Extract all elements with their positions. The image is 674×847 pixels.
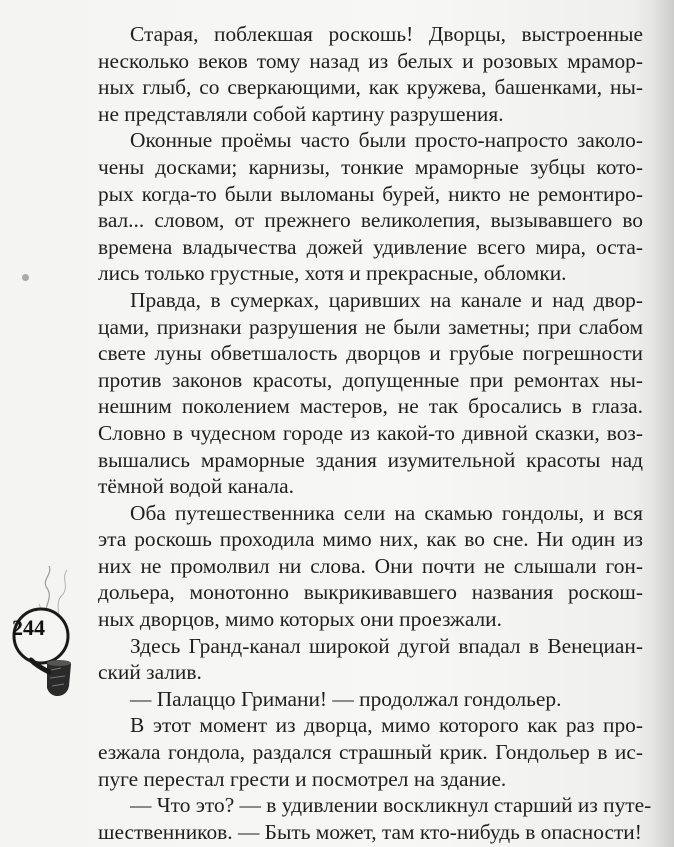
text-line: вал... словом, от прежнего великолепия, вызывавшего во bbox=[98, 208, 643, 233]
text-line: несколько веков тому назад из белых и розовых мрамор- bbox=[98, 48, 643, 73]
text-line: Оба путешественника сели на скамью гондолы, и вся bbox=[130, 500, 643, 525]
text-line: Словно в чудесном городе из какой-то дивной сказки, воз- bbox=[98, 420, 643, 445]
text-line: времена владычества дожей удивление всего мира, оста- bbox=[98, 234, 643, 259]
text-line: — Что это? — в удивлении воскликнул старший из путе- bbox=[130, 793, 652, 818]
text-line: эта роскошь проходила мимо них, как во сне. Ни один из bbox=[98, 527, 643, 552]
paragraph bbox=[98, 127, 643, 287]
text-line: свете луны обветшалость дворцов и грубые погрешности bbox=[98, 341, 643, 366]
text-line: цами, признаки разрушения не были заметны; при слабом bbox=[98, 314, 643, 339]
text-line: вышались мраморные здания изумительной красоты над bbox=[98, 447, 643, 472]
paragraph bbox=[98, 686, 643, 713]
paragraph bbox=[98, 21, 643, 127]
text-line: нешним поколением мастеров, не так бросались в глаза. bbox=[98, 394, 643, 419]
text-line: не представляли собой картину разрушения. bbox=[98, 101, 504, 126]
paragraph bbox=[98, 500, 643, 633]
page-number: 244 bbox=[12, 615, 45, 640]
text-line: — Палаццо Гримани! — продолжал гондольер. bbox=[130, 686, 562, 711]
text-line: них не промолвил ни слова. Они почти не слышали гон- bbox=[98, 553, 643, 578]
text-line: Оконные проёмы часто были просто-напросто заколо- bbox=[130, 128, 643, 153]
text-line: Старая, поблекшая роскошь! Дворцы, выстроенные bbox=[130, 22, 643, 46]
page-edge-shadow bbox=[652, 0, 674, 847]
text-line: пуге перестал грести и посмотрел на здание. bbox=[98, 766, 507, 791]
text-line: ский залив. bbox=[98, 660, 202, 685]
text-line: рых когда-то были выломаны бурей, никто не ремонтиро- bbox=[98, 181, 643, 206]
text-line: ных дворцов, мимо которых они проезжали. bbox=[98, 607, 502, 632]
text-line: чены досками; карнизы, тонкие мраморные зубцы кото- bbox=[98, 154, 643, 179]
paragraph bbox=[98, 287, 643, 500]
text-line: лись только грустные, хотя и прекрасные, обломки. bbox=[98, 261, 567, 286]
text-line: езжала гондола, раздался страшный крик. Гондольер в ис- bbox=[98, 740, 643, 765]
paragraph bbox=[98, 792, 652, 845]
text-line: тёмной водой канала. bbox=[98, 474, 294, 499]
text-line: ных глыб, со сверкающими, как кружева, башенками, ны- bbox=[98, 75, 643, 100]
text-column bbox=[98, 21, 652, 845]
text-line: дольера, монотонно выкрикивавшего названия роскош- bbox=[98, 580, 643, 605]
paragraph bbox=[98, 633, 643, 686]
text-line: шественников. — Быть может, там кто-нибудь в опасности! bbox=[98, 819, 642, 844]
ink-speck bbox=[22, 274, 29, 281]
text-line: В этот момент из дворца, мимо которого как раз про- bbox=[130, 713, 643, 738]
paragraph bbox=[98, 712, 643, 792]
text-line: Правда, в сумерках, царивших на канале и над двор- bbox=[130, 287, 643, 312]
text-line: против законов красоты, допущенные при ремонтах ны- bbox=[98, 367, 643, 392]
text-line: Здесь Гранд-канал широкой дугой впадал в Венециан- bbox=[130, 633, 643, 658]
